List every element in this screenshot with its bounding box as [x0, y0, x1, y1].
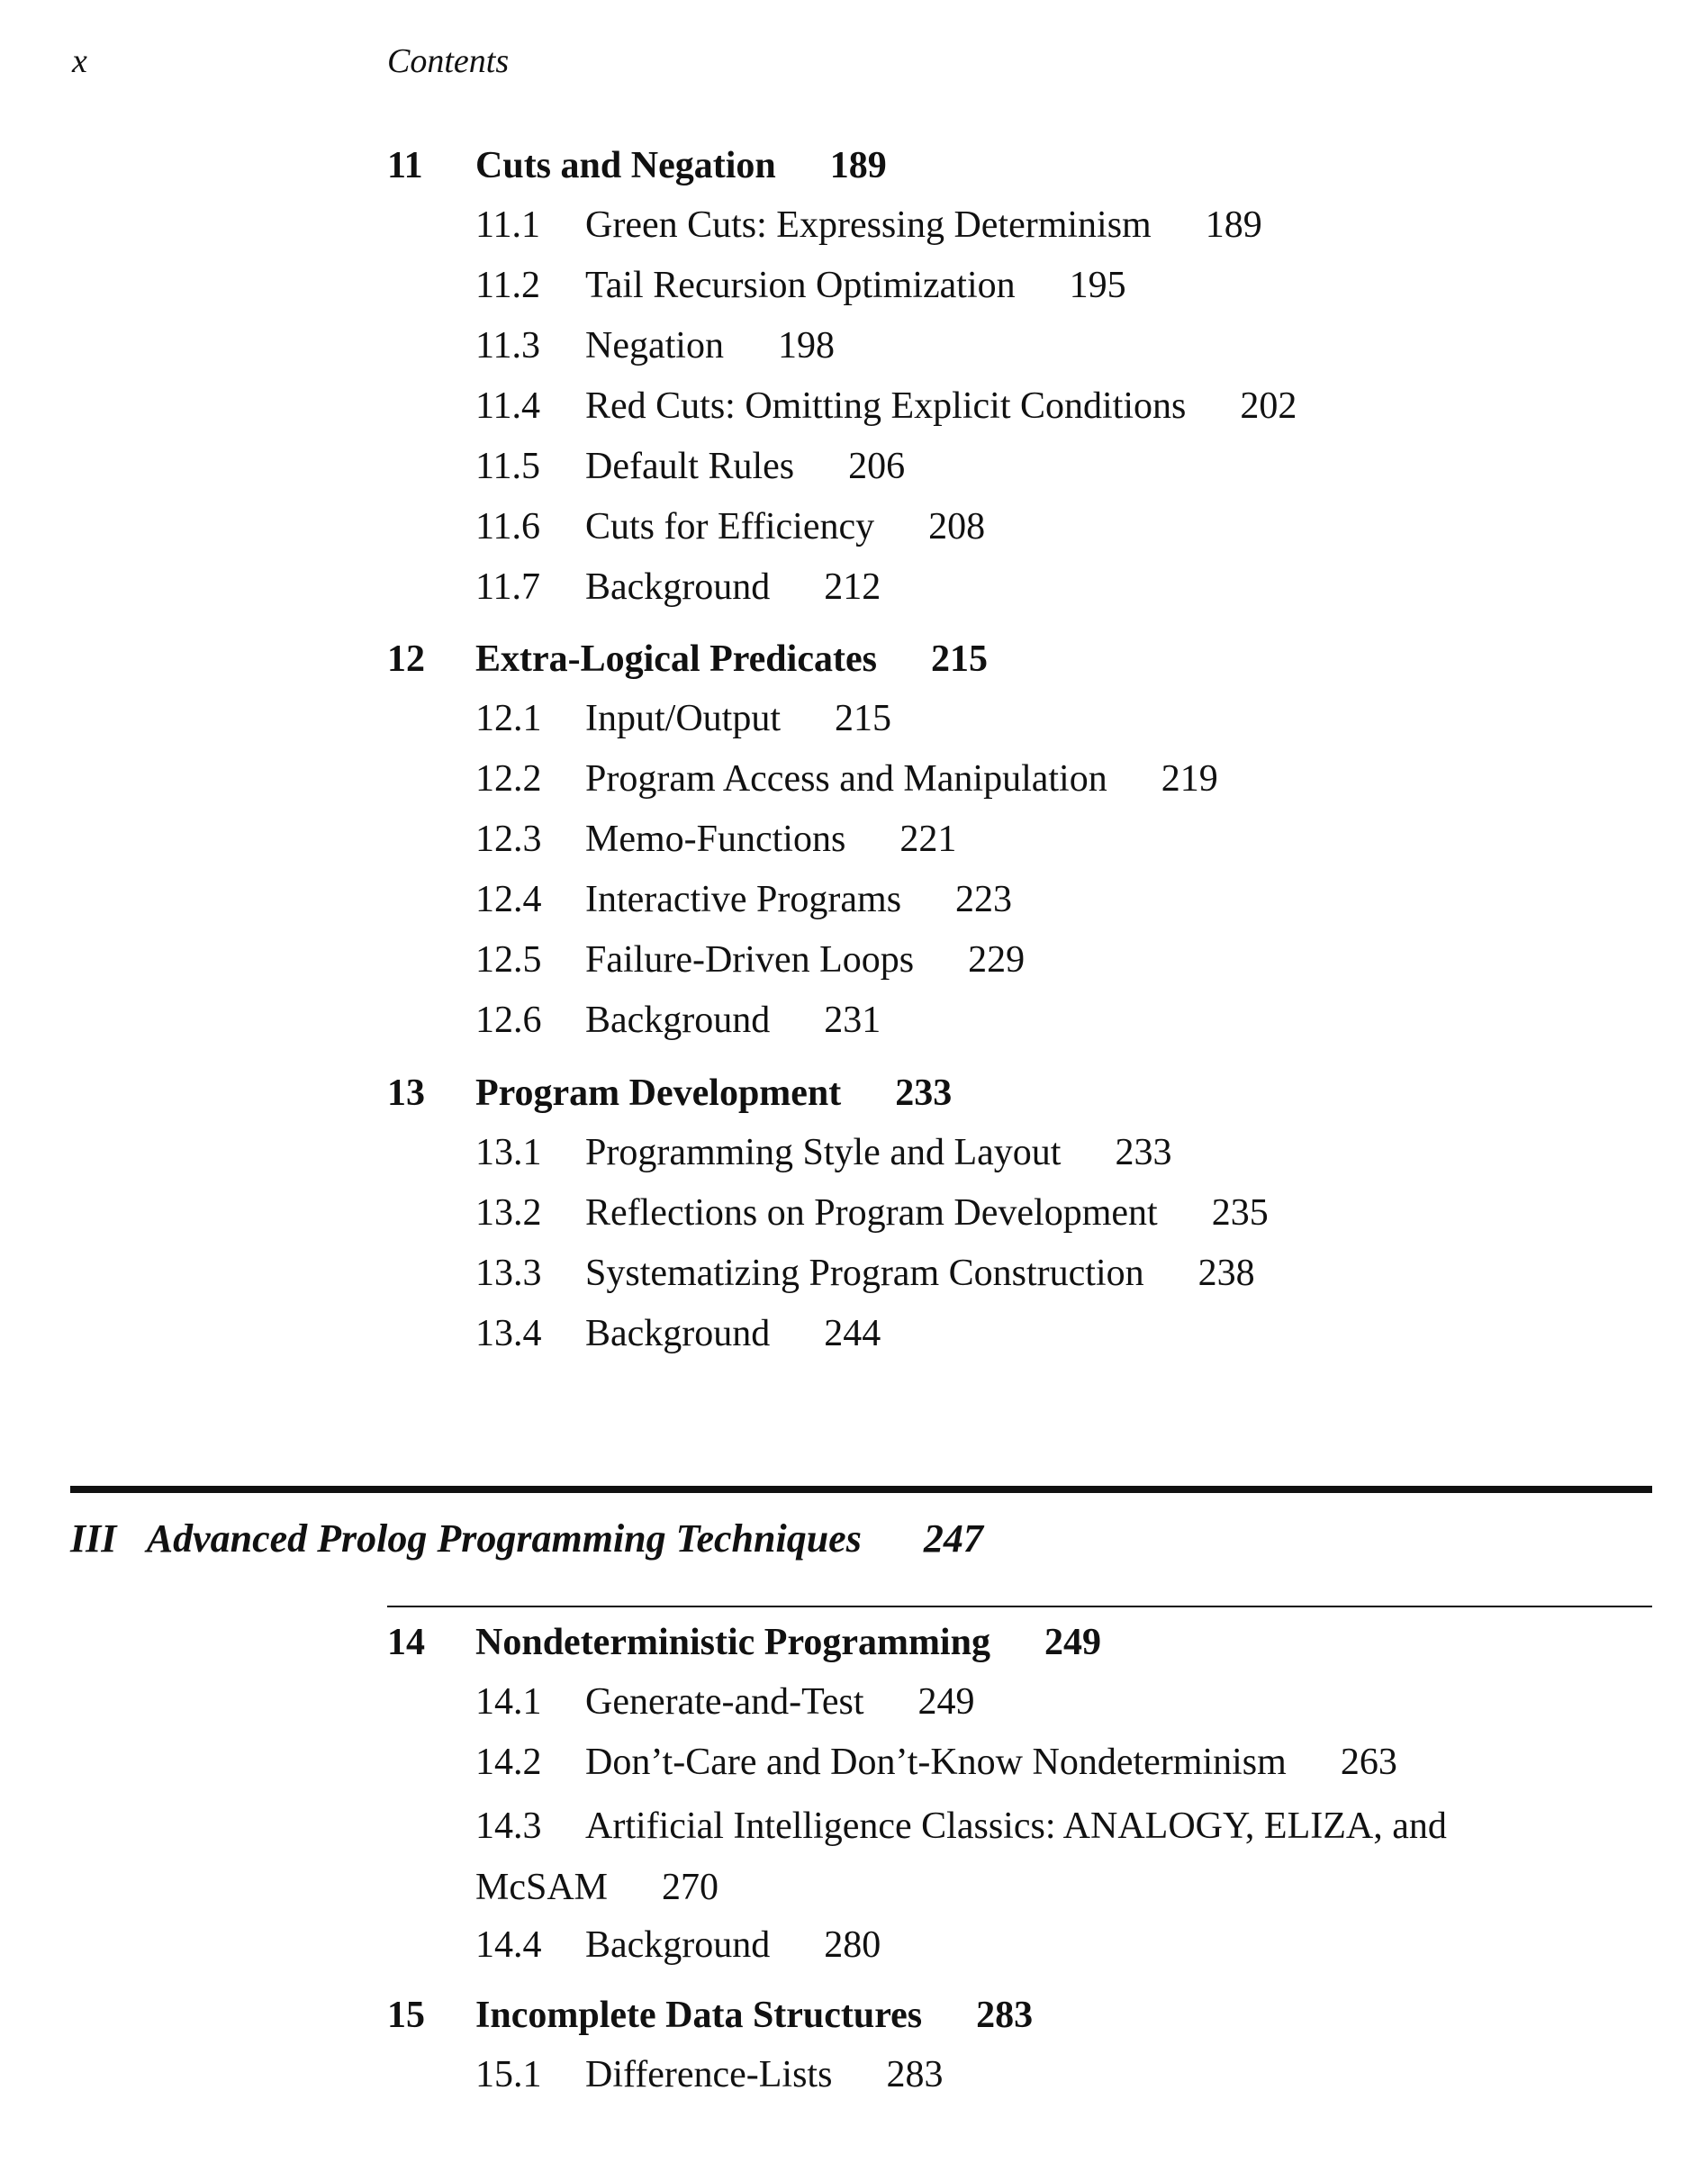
- toc-section[interactable]: [387, 1923, 1648, 1984]
- section-title: Difference-Lists: [585, 2054, 833, 2095]
- section-number: 11.7: [475, 566, 540, 608]
- section-title: Green Cuts: Expressing Determinism: [585, 204, 1152, 246]
- section-number: 11.5: [475, 446, 540, 487]
- section-number: 15.1: [475, 2054, 542, 2095]
- toc-section[interactable]: [387, 757, 1648, 818]
- chapter-14: [387, 1621, 1648, 1984]
- toc-section[interactable]: [387, 1801, 1648, 1923]
- section-number: 12.2: [475, 758, 542, 800]
- chapter-number: 13: [387, 1072, 425, 1114]
- toc-section[interactable]: [387, 697, 1648, 757]
- toc-section[interactable]: [387, 1252, 1648, 1312]
- toc-section[interactable]: [387, 385, 1648, 445]
- section-title: Reflections on Program Development: [585, 1192, 1158, 1234]
- toc-section[interactable]: [387, 1741, 1648, 1801]
- section-number: 11.6: [475, 506, 540, 548]
- section-page: 233: [1115, 1132, 1172, 1173]
- section-number: 14.2: [475, 1742, 542, 1783]
- chapter-title: Incomplete Data Structures: [475, 1995, 923, 2036]
- chapter-number: 15: [387, 1995, 425, 2036]
- section-number: 11.3: [475, 325, 540, 367]
- toc-section[interactable]: [387, 999, 1648, 1059]
- toc-section[interactable]: [387, 324, 1648, 385]
- section-title: Generate-and-Test: [585, 1681, 864, 1723]
- section-number: 13.3: [475, 1253, 542, 1294]
- toc-section[interactable]: [387, 204, 1648, 264]
- section-page: 189: [1205, 204, 1262, 246]
- section-number: 11.1: [475, 204, 540, 246]
- part-heading[interactable]: [70, 1516, 983, 1561]
- section-title: Failure-Driven Loops: [585, 939, 915, 981]
- section-number: 12.1: [475, 698, 542, 739]
- section-page: 215: [835, 698, 891, 739]
- section-title: Background: [585, 566, 771, 608]
- chapter-heading[interactable]: [387, 1994, 1648, 2053]
- section-page: 283: [886, 2054, 944, 2095]
- section-number: 13.4: [475, 1313, 542, 1354]
- section-title: Don’t-Care and Don’t-Know Nondeterminism: [585, 1742, 1287, 1783]
- section-page: 229: [968, 939, 1026, 981]
- section-page: 235: [1211, 1192, 1269, 1234]
- section-title: Program Access and Manipulation: [585, 758, 1107, 800]
- chapter-page: 189: [829, 145, 887, 186]
- chapter-title: Nondeterministic Programming: [475, 1622, 990, 1663]
- chapter-number: 11: [387, 145, 423, 186]
- part-divider-rule: [70, 1486, 1652, 1493]
- section-page: 238: [1197, 1253, 1255, 1294]
- section-number: 12.5: [475, 939, 542, 981]
- section-title: Cuts for Efficiency: [585, 506, 875, 548]
- part-sub-rule: [387, 1606, 1652, 1607]
- chapter-heading[interactable]: [387, 144, 1648, 204]
- chapter-page: 215: [930, 638, 988, 680]
- part-page: 247: [923, 1516, 983, 1561]
- chapter-title: Program Development: [475, 1072, 842, 1114]
- section-number: 12.6: [475, 1000, 542, 1041]
- chapter-heading[interactable]: [387, 1072, 1648, 1131]
- section-page: 244: [824, 1313, 881, 1354]
- chapter-heading[interactable]: [387, 638, 1648, 697]
- chapter-page: 249: [1044, 1622, 1101, 1663]
- chapter-number: 12: [387, 638, 425, 680]
- section-number: 11.2: [475, 265, 540, 306]
- section-page: 212: [824, 566, 881, 608]
- section-title: Background: [585, 1924, 771, 1966]
- section-page: 206: [848, 446, 906, 487]
- section-number: 14.3: [475, 1805, 542, 1847]
- chapter-number: 14: [387, 1622, 425, 1663]
- chapter-title: Extra-Logical Predicates: [475, 638, 877, 680]
- running-head: [0, 41, 1708, 95]
- chapter-heading[interactable]: [387, 1621, 1648, 1680]
- section-number: 14.1: [475, 1681, 542, 1723]
- toc-section[interactable]: [387, 1680, 1648, 1741]
- chapter-title: Cuts and Negation: [475, 145, 776, 186]
- section-page: 231: [824, 1000, 881, 1041]
- section-page: 195: [1069, 265, 1126, 306]
- toc-section[interactable]: [387, 1312, 1648, 1372]
- section-page: 202: [1240, 385, 1297, 427]
- section-title: Background: [585, 1000, 771, 1041]
- running-head-title: Contents: [387, 42, 510, 80]
- section-title: Background: [585, 1313, 771, 1354]
- section-title: Interactive Programs: [585, 879, 902, 920]
- section-page: 208: [928, 506, 986, 548]
- toc-section[interactable]: [387, 1131, 1648, 1191]
- section-title-continued: McSAM: [475, 1867, 609, 1908]
- toc-section[interactable]: [387, 1191, 1648, 1252]
- section-page: 270: [662, 1867, 719, 1908]
- section-number: 11.4: [475, 385, 540, 427]
- section-title: Default Rules: [585, 446, 795, 487]
- toc-section[interactable]: [387, 566, 1648, 626]
- section-number: 13.1: [475, 1132, 542, 1173]
- section-title: Red Cuts: Omitting Explicit Conditions: [585, 385, 1187, 427]
- section-page: 198: [777, 325, 835, 367]
- section-title: Input/Output: [585, 698, 781, 739]
- section-number: 13.2: [475, 1192, 542, 1234]
- toc-section[interactable]: [387, 878, 1648, 938]
- section-title: Programming Style and Layout: [585, 1132, 1062, 1173]
- section-title: Artificial Intelligence Classics: ANALOGY, ELIZA, and: [585, 1805, 1447, 1847]
- chapter-13: [387, 1072, 1648, 1372]
- section-page: 280: [824, 1924, 881, 1966]
- part-number: III: [70, 1516, 117, 1561]
- section-page: 219: [1161, 758, 1218, 800]
- toc-section[interactable]: [387, 2053, 1648, 2113]
- chapter-11: [387, 144, 1648, 626]
- page-folio: x: [72, 42, 87, 80]
- section-number: 12.4: [475, 879, 542, 920]
- chapter-15: [387, 1994, 1648, 2113]
- section-page: 221: [899, 819, 957, 860]
- section-title: Tail Recursion Optimization: [585, 265, 1016, 306]
- toc-section[interactable]: [387, 264, 1648, 324]
- chapter-12: [387, 638, 1648, 1059]
- toc-section[interactable]: [387, 818, 1648, 878]
- section-title: Systematizing Program Construction: [585, 1253, 1144, 1294]
- section-number: 14.4: [475, 1924, 542, 1966]
- toc-section[interactable]: [387, 445, 1648, 505]
- section-title: Negation: [585, 325, 724, 367]
- section-title: Memo-Functions: [585, 819, 846, 860]
- section-number: 12.3: [475, 819, 542, 860]
- section-page: 223: [955, 879, 1013, 920]
- toc-section[interactable]: [387, 505, 1648, 566]
- toc-section[interactable]: [387, 938, 1648, 999]
- section-page: 263: [1340, 1742, 1397, 1783]
- chapter-page: 233: [895, 1072, 953, 1114]
- part-title: Advanced Prolog Programming Techniques: [146, 1516, 862, 1561]
- section-page: 249: [917, 1681, 975, 1723]
- chapter-page: 283: [976, 1995, 1034, 2036]
